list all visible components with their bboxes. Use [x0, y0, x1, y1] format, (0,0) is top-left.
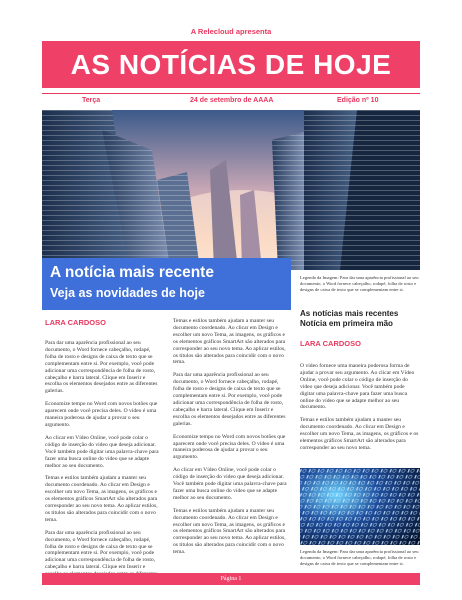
sidebar-headline: As notícias mais recentes Notícia em primeira mão: [300, 309, 399, 328]
lead-subheadline: Veja as novidades de hoje: [50, 286, 205, 300]
sidebar-byline: LARA CARDOSO: [300, 339, 361, 348]
sidebar-caption: Legenda da Imagem: Para dar uma aparência profissional ao seu documento, o Word fornece cabeçalho, rodapé, folha de rosto e designs de caixa de texto que se complementam entre si.: [300, 549, 419, 566]
binary-illustration: [300, 468, 420, 545]
paragraph: Economize tempo no Word com novos botões que aparecem onde você precisa deles. O vídeo é uma maneira poderosa de ajudar a provar o seu argumento.: [173, 433, 286, 461]
lead-headline: A notícia mais recente: [50, 264, 214, 281]
binary-code-photo: [300, 468, 420, 545]
hero-caption: Legenda da Imagem: Para dar uma aparência profissional ao seu documento, o Word fornece cabeçalho, rodapé, folha de rosto e designs de caixa de texto que se complementam entre si.: [300, 275, 419, 292]
newspaper-title: AS NOTÍCIAS DE HOJE: [70, 48, 392, 80]
paragraph: Temas e estilos também ajudam a manter seu documento coordenado. Ao clicar em Design e escolher um novo Tema, as imagens, os gráficos e os elementos gráficos SmartArt são alterados para corresponder ao seu novo tema. Ao aplicar estilos, os títulos são alterados para coincidir com o novo tema.: [45, 475, 158, 523]
paragraph: O vídeo fornece uma maneira poderosa forma de ajudar a provar seu argumento. Ao clicar em Vídeo Online, você pode colar o código de inserção do vídeo que deseja adicionar. Você também pode digitar uma palavra-chave para fazer uma busca online do vídeo que se adapte melhor ao seu documento.: [300, 363, 415, 411]
paragraph: Economize tempo no Word com novos botões que aparecem onde você precisa deles. O vídeo é uma maneira poderosa de ajudar a provar o seu argumento.: [45, 401, 158, 428]
paragraph: Temas e estilos também ajudam a manter seu documento coordenado. Ao clicar em Design e escolher um novo Tema, as imagens, os gráficos e os elementos gráficos SmartArt são alterados para corresponder ao seu novo tema.: [300, 417, 419, 451]
lead-headline-box: [42, 258, 291, 310]
dateline-date: 24 de setembro de AAAA: [190, 97, 274, 104]
sidebar-body: [300, 363, 420, 458]
dateline-day: Terça: [82, 97, 101, 104]
page-number: Página 1: [220, 576, 242, 582]
paragraph: Temas e estilos também ajudam a manter seu documento coordenado. Ao clicar em Design e escolher um novo Tema, as imagens, os gráficos e os elementos gráficos SmartArt são alterados para corresponder ao seu novo tema. Ao aplicar estilos, os títulos são alterados para coincidir com o novo tema.: [173, 318, 286, 366]
paragraph: Para dar uma aparência profissional ao seu documento, o Word fornece cabeçalho, rodapé, folha de rosto e designs de caixa de texto que se complementam entre si. Por exemplo, você pode adicionar uma correspondência de folha de rosto, cabeçalho e barra lateral. Clique em Inserir e escolha os elementos desejados entre as diferentes galerias.: [173, 372, 286, 427]
dateline-top-rule: [42, 93, 420, 94]
dateline: [42, 97, 420, 108]
column2-body: [173, 318, 291, 562]
hero-skyscraper-photo: [42, 110, 420, 270]
page-footer: [42, 573, 420, 585]
masthead: [42, 41, 420, 88]
skyscraper-illustration: [42, 110, 420, 270]
paragraph: Ao clicar em Vídeo Online, você pode colar o código de inserção do vídeo que deseja adicionar. Você também pode digitar uma palavra-chave para fazer uma busca online do vídeo que se adapte melhor ao seu documento.: [173, 467, 287, 501]
paragraph: Temas e estilos também ajudam a manter seu documento coordenado. Ao clicar em Design e escolher um novo Tema, as imagens, os gráficos e os elementos gráficos SmartArt são alterados para corresponder ao seu novo tema. Ao aplicar estilos, os títulos são alterados para coincidir com o novo tema.: [173, 507, 286, 556]
column1-byline: LARA CARDOSO: [45, 318, 106, 327]
column1-body: [45, 340, 163, 591]
publisher-line: A Relecloud apresenta: [190, 27, 272, 36]
dateline-edition: Edição nº 10: [337, 97, 379, 104]
paragraph: Ao clicar em Vídeo Online, você pode colar o código de inserção do vídeo que deseja adicionar. Você também pode digitar uma palavra-chave para fazer uma busca online do vídeo que se adapte melhor ao seu documento.: [45, 434, 159, 469]
paragraph: Para dar uma aparência profissional ao seu documento, o Word fornece cabeçalho, rodapé, folha de rosto e designs de caixa de texto que se complementam entre si. Por exemplo, você pode adicionar uma correspondência de folha de rosto, cabeçalho e barra lateral. Clique em Inserir e escolha os elementos desejados entre as diferentes galerias.: [45, 340, 158, 395]
paragraph: Para dar uma aparência profissional ao seu documento, o Word fornece cabeçalho, rodapé, folha de rosto e designs de caixa de texto que se complementam entre si. Por exemplo, você pode adicionar uma correspondência de folha de rosto, cabeçalho e barra lateral. Clique em Inserir e: [45, 529, 156, 571]
